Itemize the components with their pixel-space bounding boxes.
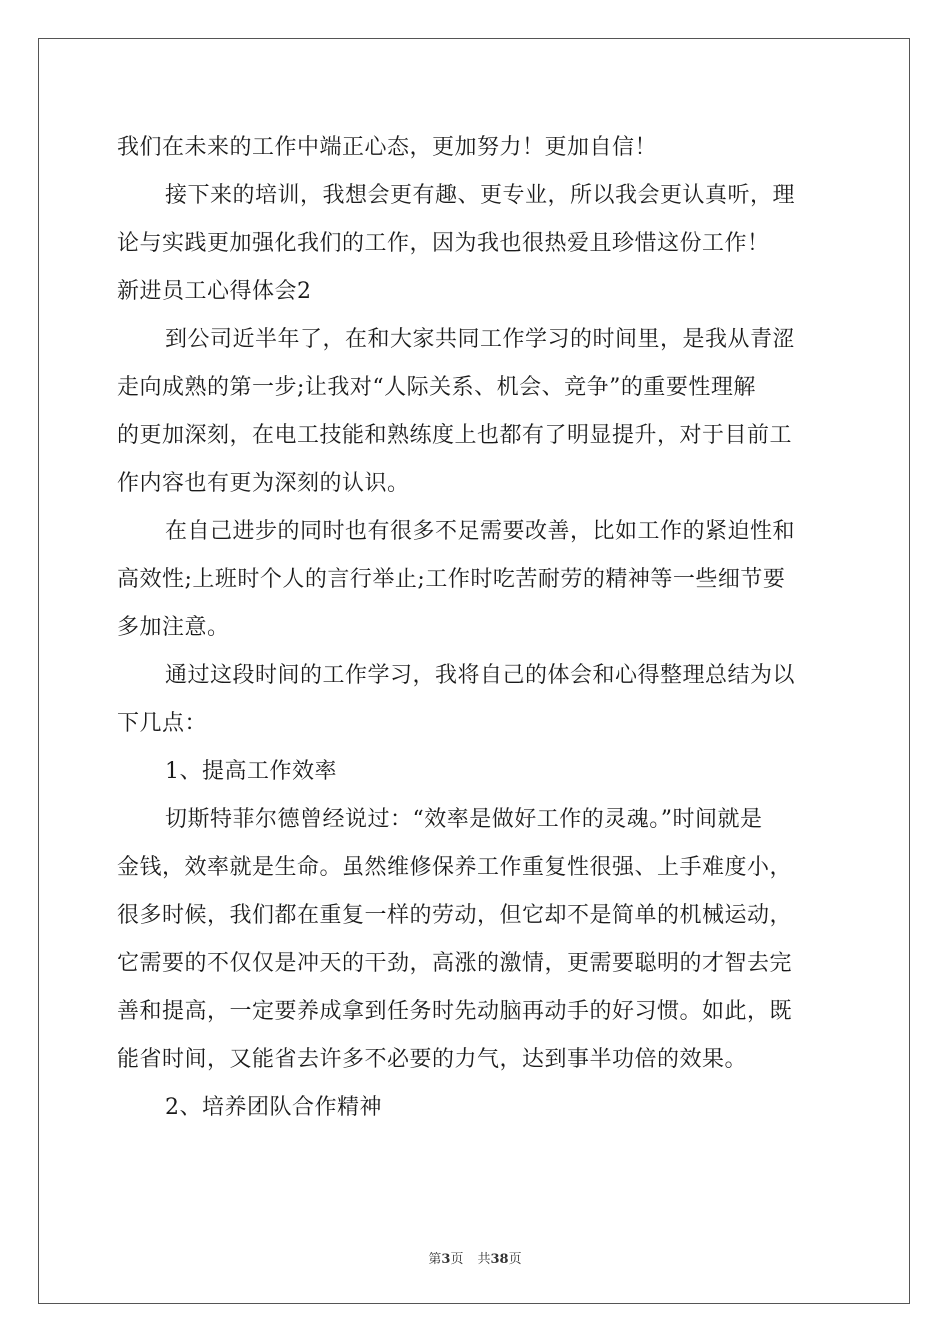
text-line: 2、培养团队合作精神 <box>165 1095 382 1120</box>
text-line: 走向成熟的第一步;让我对“人际关系、机会、竞争”的重要性理解 <box>117 375 756 400</box>
text-line: 金钱，效率就是生命。虽然维修保养工作重复性很强、上手难度小， <box>117 855 793 880</box>
text-line: 我们在未来的工作中端正心态，更加努力！更加自信！ <box>117 135 658 160</box>
page-footer <box>0 1248 950 1267</box>
text-line: 接下来的培训，我想会更有趣、更专业，所以我会更认真听，理 <box>165 183 796 208</box>
total-prefix: 共 <box>477 1252 491 1267</box>
text-line: 切斯特菲尔德曾经说过：“效率是做好工作的灵魂。”时间就是 <box>165 807 763 832</box>
text-line: 到公司近半年了，在和大家共同工作学习的时间里，是我从青涩 <box>165 327 796 352</box>
text-line: 1、提高工作效率 <box>165 759 337 784</box>
page-prefix: 第 <box>428 1252 442 1267</box>
total-suffix: 页 <box>508 1252 522 1267</box>
text-line: 多加注意。 <box>117 615 230 640</box>
text-line: 高效性;上班时个人的言行举止;工作时吃苦耐劳的精神等一些细节要 <box>117 567 786 592</box>
total-pages-number: 38 <box>490 1252 509 1267</box>
text-line: 作内容也有更为深刻的认识。 <box>117 471 410 496</box>
text-line: 很多时候，我们都在重复一样的劳动，但它却不是简单的机械运动， <box>117 903 793 928</box>
page-suffix: 页 <box>450 1252 464 1267</box>
text-line: 它需要的不仅仅是冲天的干劲，高涨的激情，更需要聪明的才智去完 <box>117 951 793 976</box>
text-line: 善和提高，一定要养成拿到任务时先动脑再动手的好习惯。如此，既 <box>117 999 793 1024</box>
text-line: 能省时间，又能省去许多不必要的力气，达到事半功倍的效果。 <box>117 1047 748 1072</box>
current-page-number: 3 <box>441 1252 451 1267</box>
text-line: 的更加深刻，在电工技能和熟练度上也都有了明显提升，对于目前工 <box>117 423 793 448</box>
text-line: 新进员工心得体会2 <box>117 279 312 304</box>
text-line: 下几点： <box>117 711 208 736</box>
text-line: 通过这段时间的工作学习，我将自己的体会和心得整理总结为以 <box>165 663 796 688</box>
text-line: 论与实践更加强化我们的工作，因为我也很热爱且珍惜这份工作！ <box>117 231 770 256</box>
document-body <box>117 124 833 1132</box>
text-line: 在自己进步的同时也有很多不足需要改善，比如工作的紧迫性和 <box>165 519 796 544</box>
